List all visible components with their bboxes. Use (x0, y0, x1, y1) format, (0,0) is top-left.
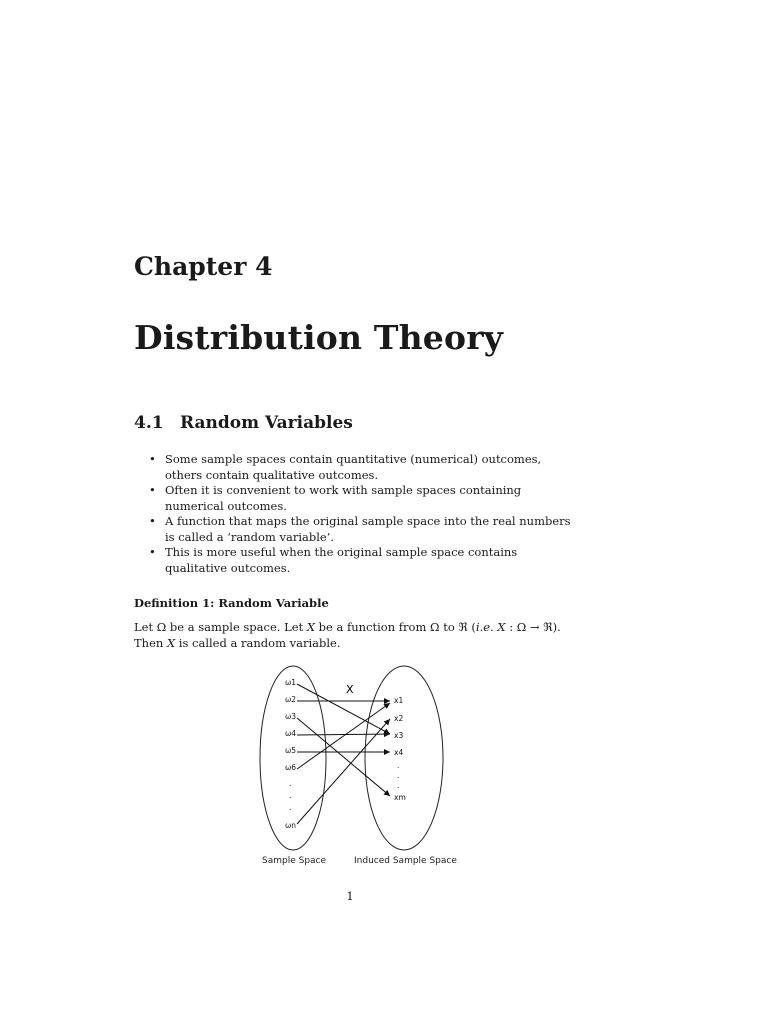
section-heading (134, 413, 353, 433)
bullet-item: • Some sample spaces contain quantitative (numerical) outcomes, others contain qualitative outcomes. (134, 452, 574, 483)
dot-ellipsis: . (289, 791, 292, 800)
induced-space-caption: Induced Sample Space (354, 856, 457, 866)
page-number: 1 (346, 889, 354, 903)
function-x-label: X (346, 683, 354, 696)
dot-ellipsis: . (397, 771, 400, 780)
definition-text: is called a random variable. (175, 635, 341, 650)
section-number: 4.1 (134, 413, 164, 433)
variable-x: X (166, 635, 176, 650)
induced-point-label: x4 (394, 748, 404, 757)
induced-space-ellipse (365, 666, 443, 850)
induced-point-label: x1 (394, 696, 404, 705)
ie-abbrev: i.e. (475, 620, 494, 634)
definition-text: be a function from Ω to ℜ ( (315, 620, 476, 634)
mapping-diagram-svg (250, 664, 480, 874)
induced-point-label: xm (394, 793, 406, 802)
chapter-title: Distribution Theory (134, 318, 504, 357)
induced-point-label: x2 (394, 714, 404, 723)
mapping-arrow (297, 684, 390, 734)
definition-body (134, 620, 584, 651)
chapter-label: Chapter 4 (134, 252, 273, 281)
mapping-arrow (297, 718, 390, 796)
sample-point-label: ω2 (285, 695, 297, 704)
random-variable-diagram (250, 664, 480, 878)
bullet-item: • This is more useful when the original sample space contains qualitative outcomes. (134, 545, 574, 576)
sample-point-label: ω6 (285, 763, 297, 772)
bullet-item: • Often it is convenient to work with sample spaces containing numerical outcomes. (134, 483, 574, 514)
dot-ellipsis: . (289, 803, 292, 812)
sample-space-caption: Sample Space (262, 856, 327, 866)
definition-text: Let Ω be a sample space. Let (134, 620, 307, 634)
definition-heading: Definition 1: Random Variable (134, 596, 329, 610)
induced-point-label: x3 (394, 731, 404, 740)
sample-point-label: ω3 (285, 712, 297, 721)
sample-point-label: ω5 (285, 746, 297, 755)
bullet-list (134, 452, 574, 576)
mapping-arrow (297, 703, 390, 769)
bullet-item: • A function that maps the original sample space into the real numbers is called a ‘random variable’. (134, 514, 574, 545)
definition-text: : Ω → ℜ). (505, 620, 561, 634)
section-title: Random Variables (180, 413, 353, 433)
sample-point-label: ω4 (285, 729, 297, 738)
definition-text: Then (134, 635, 167, 650)
variable-x: X (497, 620, 506, 634)
sample-point-label: ωn (285, 821, 297, 830)
dot-ellipsis: . (397, 761, 400, 770)
sample-point-label: ω1 (285, 678, 297, 687)
dot-ellipsis: . (397, 781, 400, 790)
variable-x: X (306, 620, 315, 634)
dot-ellipsis: . (289, 779, 292, 788)
